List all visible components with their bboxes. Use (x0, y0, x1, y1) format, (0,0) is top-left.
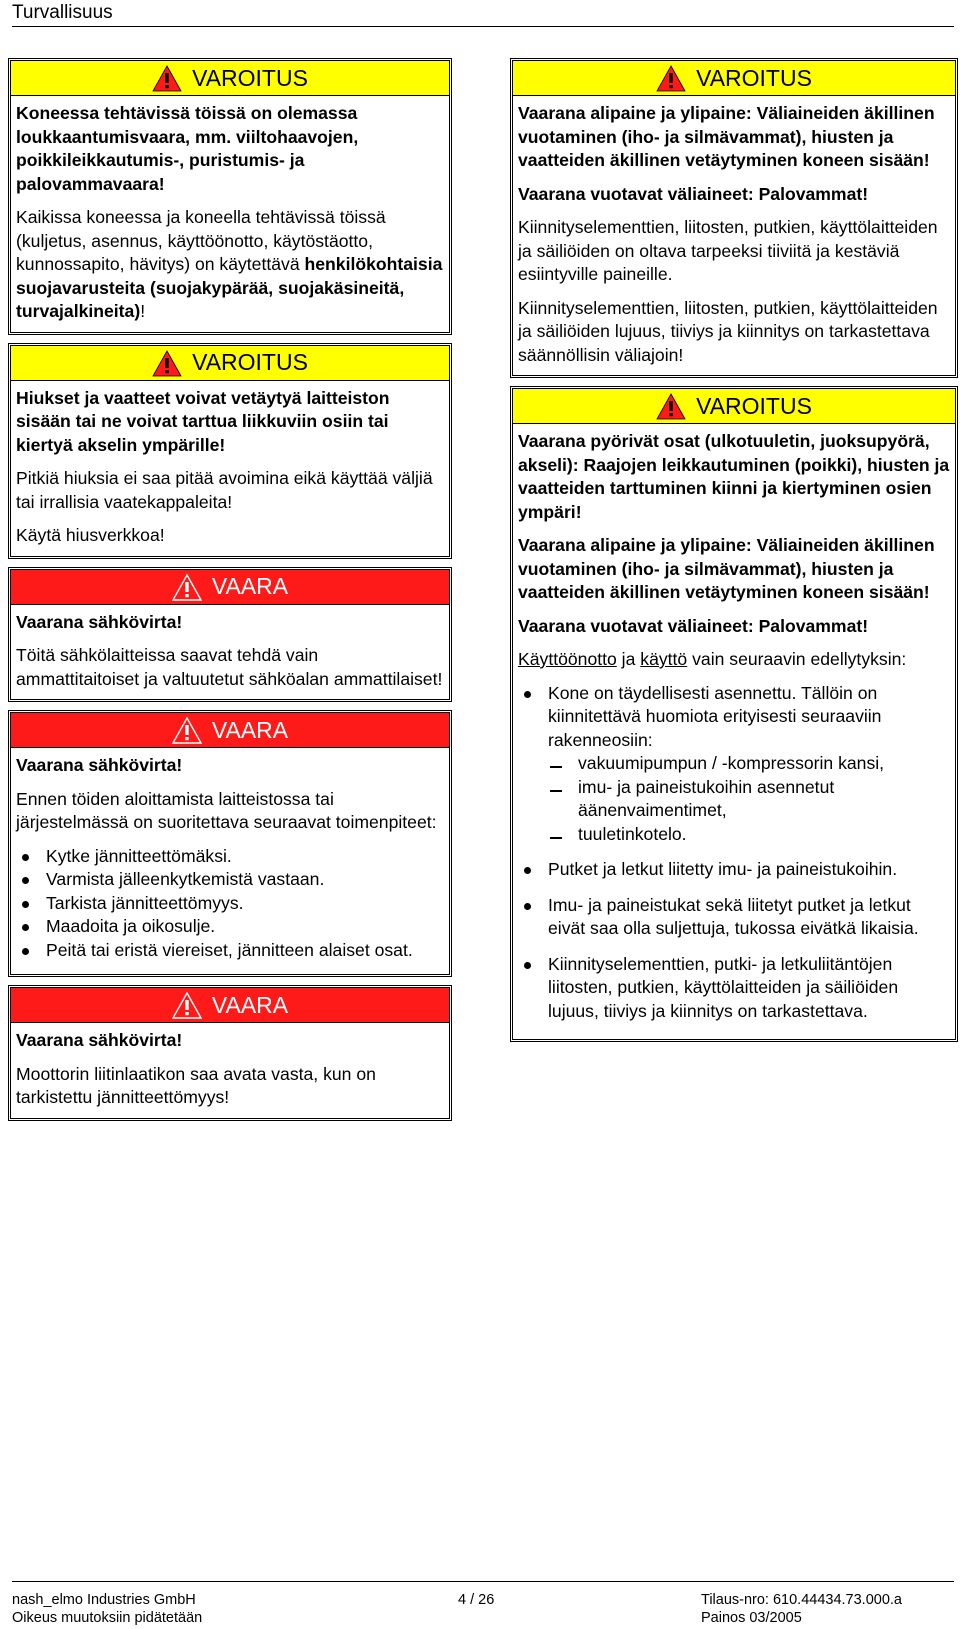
warning-body (11, 96, 449, 332)
danger-label: VAARA (211, 573, 289, 599)
component-list (548, 752, 950, 846)
text-run-bold: henkilökohtaisia suojavarusteita (suojakypärää, suojakäsineitä, turvajalkineita) (16, 254, 443, 321)
right-column (510, 58, 958, 1050)
warning-text (518, 648, 950, 672)
warning-label: VAROITUS (192, 349, 308, 375)
warning-triangle-icon (656, 392, 686, 420)
footer-company: nash_elmo Industries GmbH (12, 1592, 196, 1608)
procedure-list (16, 845, 444, 963)
danger-box-electric-1 (8, 567, 452, 703)
warning-header (513, 61, 955, 96)
warning-triangle-icon (656, 64, 686, 92)
warning-triangle-icon (152, 349, 182, 377)
danger-box-electric-3 (8, 985, 452, 1121)
text-run: ! (140, 301, 146, 321)
page-header (12, 0, 954, 27)
warning-header (11, 61, 449, 96)
danger-text: Vaarana sähkövirta! (16, 611, 183, 632)
warning-text: Vaarana pyörivät osat (ulkotuuletin, juoksupyörä, akseli): Raajojen leikkautuminen (poikki), hiusten ja vaatteiden tarttuminen kiinni ja kiertyminen osien ympäri! (518, 431, 950, 522)
danger-header (11, 988, 449, 1023)
danger-triangle-icon (172, 716, 202, 744)
dash-item: vakuumipumpun / -kompressorin kansi, (548, 752, 950, 776)
warning-text: Hiukset ja vaatteet voivat vetäytyä laitteiston sisään tai ne voivat tarttua liikkuviin osiin tai kiertyä akselin ympärille! (16, 387, 390, 455)
warning-triangle-icon (152, 64, 182, 92)
danger-label: VAARA (211, 716, 289, 743)
danger-body (11, 748, 449, 974)
warning-text: Koneessa tehtävissä töissä on olemassa loukkaantumisvaara, mm. viiltohaavojen, poikkileikkautumis-, puristumis- ja palovammavaara! (16, 103, 359, 194)
text-run: ja (616, 649, 641, 669)
list-item-text: Kone on täydellisesti asennettu. Tällöin on kiinnitettävä huomiota erityisesti seuraaviin rakenneosiin: (548, 682, 882, 750)
warning-label: VAROITUS (696, 392, 812, 419)
condition-list (518, 682, 950, 1024)
danger-text: Moottorin liitinlaatikon saa avata vasta, kun on tarkistettu jännitteettömyys! (16, 1063, 376, 1107)
dash-item: imu- ja paineistukoihin asennetut äänenvaimentimet, (548, 776, 950, 823)
list-item: Tarkista jännitteettömyys. (16, 892, 444, 916)
dash-item: tuuletinkotelo. (548, 823, 950, 847)
warning-text (16, 206, 444, 324)
text-run-underline: käyttö (640, 649, 688, 669)
danger-text: Vaarana sähkövirta! (16, 1030, 183, 1050)
warning-box-injury (8, 58, 452, 335)
list-item: Maadoita ja oikosulje. (16, 915, 444, 939)
danger-triangle-icon (172, 573, 202, 601)
danger-header (11, 570, 449, 605)
list-item: Imu- ja paineistukat sekä liitetyt putket ja letkut eivät saa olla suljettuja, tukossa eivätkä likaisia. (518, 894, 950, 941)
warning-box-rotating (510, 386, 958, 1042)
warning-text: Pitkiä hiuksia ei saa pitää avoimina eikä käyttää väljiä tai irrallisia vaatekappaleita! (16, 468, 433, 512)
warning-text: Kiinnityselementtien, liitosten, putkien, käyttölaitteiden ja säiliöiden on oltava tarpeeksi tiiviitä ja kestäviä esiintyville paineille. (518, 217, 938, 284)
danger-triangle-icon (172, 991, 202, 1019)
danger-header (11, 713, 449, 748)
danger-body (11, 605, 449, 700)
text-run-underline: Käyttöönotto (518, 649, 617, 669)
footer-order-number: Tilaus-nro: 610.44434.73.000.a (701, 1592, 902, 1608)
warning-text: Vaarana alipaine ja ylipaine: Väliaineiden äkillinen vuotaminen (iho- ja silmävammat), hiusten ja vaatteiden äkillinen vetäytyminen koneen sisään! (518, 103, 935, 170)
warning-text: Kiinnityselementtien, liitosten, putkien, käyttölaitteiden ja säiliöiden lujuus, tiiviys ja kiinnitys on tarkastettava säännöllisin väliajoin! (518, 297, 938, 365)
footer-edition: Painos 03/2005 (701, 1610, 802, 1626)
page-footer (12, 1581, 954, 1626)
danger-box-electric-2 (8, 710, 452, 977)
warning-box-pressure (510, 58, 958, 378)
list-item: Peitä tai eristä viereiset, jännitteen alaiset osat. (16, 939, 444, 963)
danger-text: Ennen töiden aloittamista laitteistossa tai järjestelmässä on suoritettava seuraavat toimenpiteet: (16, 788, 437, 832)
left-column (8, 58, 452, 1129)
danger-body (11, 1023, 449, 1118)
warning-text: Vaarana alipaine ja ylipaine: Väliaineiden äkillinen vuotaminen (iho- ja silmävammat), hiusten ja vaatteiden äkillinen vetäytyminen koneen sisään! (518, 535, 935, 602)
section-title: Turvallisuus (12, 2, 113, 23)
list-item: Kiinnityselementtien, putki- ja letkuliitäntöjen liitosten, putkien, käyttölaitteiden ja säiliöiden lujuus, tiiviys ja kiinnitys on tarkastettava. (518, 953, 950, 1024)
warning-body (11, 381, 449, 556)
warning-label: VAROITUS (696, 64, 812, 91)
text-run: Kaikissa koneessa ja koneella tehtävissä töissä (kuljetus, asennus, käyttöönotto, käytöstäotto, kunnossapito, hävitys) on käytettävä (16, 207, 386, 274)
list-item: Varmista jälleenkytkemistä vastaan. (16, 868, 444, 892)
list-item (518, 682, 950, 847)
list-item: Putket ja letkut liitetty imu- ja paineistukoihin. (518, 858, 950, 882)
warning-label: VAROITUS (192, 64, 308, 91)
warning-body (513, 96, 955, 375)
warning-box-hair (8, 343, 452, 559)
warning-body (513, 424, 955, 1039)
danger-text: Vaarana sähkövirta! (16, 755, 183, 775)
warning-header (11, 346, 449, 381)
danger-label: VAARA (211, 991, 289, 1018)
text-run: vain seuraavin edellytyksin: (687, 649, 907, 669)
warning-text: Vaarana vuotavat väliaineet: Palovammat! (518, 615, 869, 636)
page-number: 4 / 26 (458, 1592, 495, 1608)
warning-header (513, 389, 955, 424)
list-item: Kytke jännitteettömäksi. (16, 845, 444, 869)
warning-text: Käytä hiusverkkoa! (16, 525, 165, 545)
footer-disclaimer: Oikeus muutoksiin pidätetään (12, 1610, 203, 1626)
warning-text: Vaarana vuotavat väliaineet: Palovammat! (518, 183, 869, 204)
danger-text: Töitä sähkölaitteissa saavat tehdä vain ammattitaitoiset ja valtuutetut sähköalan ammattilaiset! (16, 645, 443, 689)
